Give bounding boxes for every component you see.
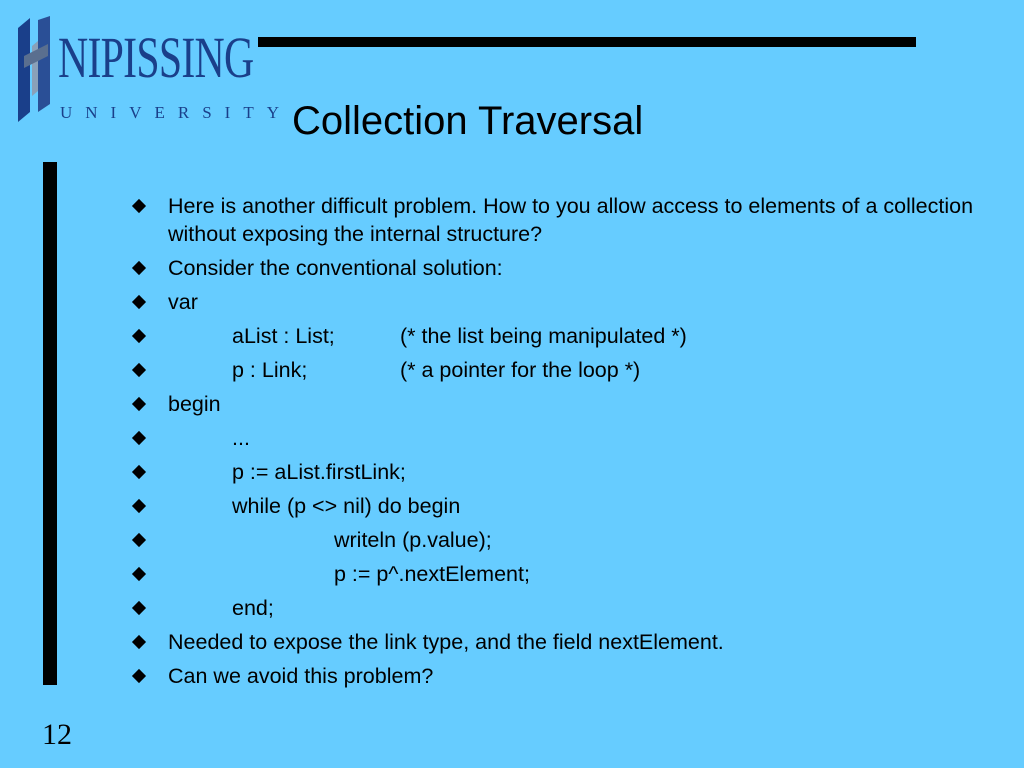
diamond-bullet-icon xyxy=(132,533,146,547)
bullet-item xyxy=(132,192,982,248)
bullet-item xyxy=(132,526,982,554)
bullet-text: p : Link; xyxy=(232,358,308,382)
diamond-bullet-icon xyxy=(132,635,146,649)
logo-emblem-icon xyxy=(14,16,54,124)
bullet-item xyxy=(132,628,982,656)
bullet-item xyxy=(132,662,982,690)
diamond-bullet-icon xyxy=(132,567,146,581)
diamond-bullet-icon xyxy=(132,669,146,683)
top-divider xyxy=(258,37,916,47)
page-number: 12 xyxy=(42,718,72,751)
slide-title: Collection Traversal xyxy=(292,99,644,143)
code-comment: (* a pointer for the loop *) xyxy=(400,358,641,382)
logo-subtitle: UNIVERSITY xyxy=(60,103,292,122)
diamond-bullet-icon xyxy=(132,329,146,343)
bullet-text: Here is another difficult problem. How to you allow access to elements of a collection without exposing the internal structure? xyxy=(168,194,974,246)
bullet-item xyxy=(132,594,982,622)
bullet-text: begin xyxy=(168,392,221,416)
bullet-list xyxy=(132,192,982,696)
code-comment: (* the list being manipulated *) xyxy=(400,324,687,348)
bullet-item xyxy=(132,560,982,588)
diamond-bullet-icon xyxy=(132,295,146,309)
bullet-text: ... xyxy=(232,426,250,450)
bullet-text: Consider the conventional solution: xyxy=(168,256,503,280)
bullet-item xyxy=(132,458,982,486)
bullet-item xyxy=(132,356,982,384)
diamond-bullet-icon xyxy=(132,499,146,513)
logo-wordmark: NIPISSING xyxy=(58,25,254,90)
bullet-item xyxy=(132,254,982,282)
bullet-item xyxy=(132,492,982,520)
bullet-text: p := aList.firstLink; xyxy=(232,460,406,484)
nipissing-logo xyxy=(12,16,292,126)
left-divider xyxy=(43,162,57,685)
bullet-text: end; xyxy=(232,596,274,620)
diamond-bullet-icon xyxy=(132,363,146,377)
bullet-item xyxy=(132,390,982,418)
bullet-text: while (p <> nil) do begin xyxy=(232,494,461,518)
bullet-item xyxy=(132,322,982,350)
bullet-text: p := p^.nextElement; xyxy=(334,562,530,586)
bullet-text: writeln (p.value); xyxy=(334,528,492,552)
diamond-bullet-icon xyxy=(132,431,146,445)
bullet-item xyxy=(132,424,982,452)
diamond-bullet-icon xyxy=(132,465,146,479)
diamond-bullet-icon xyxy=(132,261,146,275)
bullet-item xyxy=(132,288,982,316)
diamond-bullet-icon xyxy=(132,199,146,213)
diamond-bullet-icon xyxy=(132,397,146,411)
bullet-text: var xyxy=(168,290,198,314)
bullet-text: Needed to expose the link type, and the field nextElement. xyxy=(168,630,724,654)
diamond-bullet-icon xyxy=(132,601,146,615)
bullet-text: aList : List; xyxy=(232,324,335,348)
bullet-text: Can we avoid this problem? xyxy=(168,664,434,688)
